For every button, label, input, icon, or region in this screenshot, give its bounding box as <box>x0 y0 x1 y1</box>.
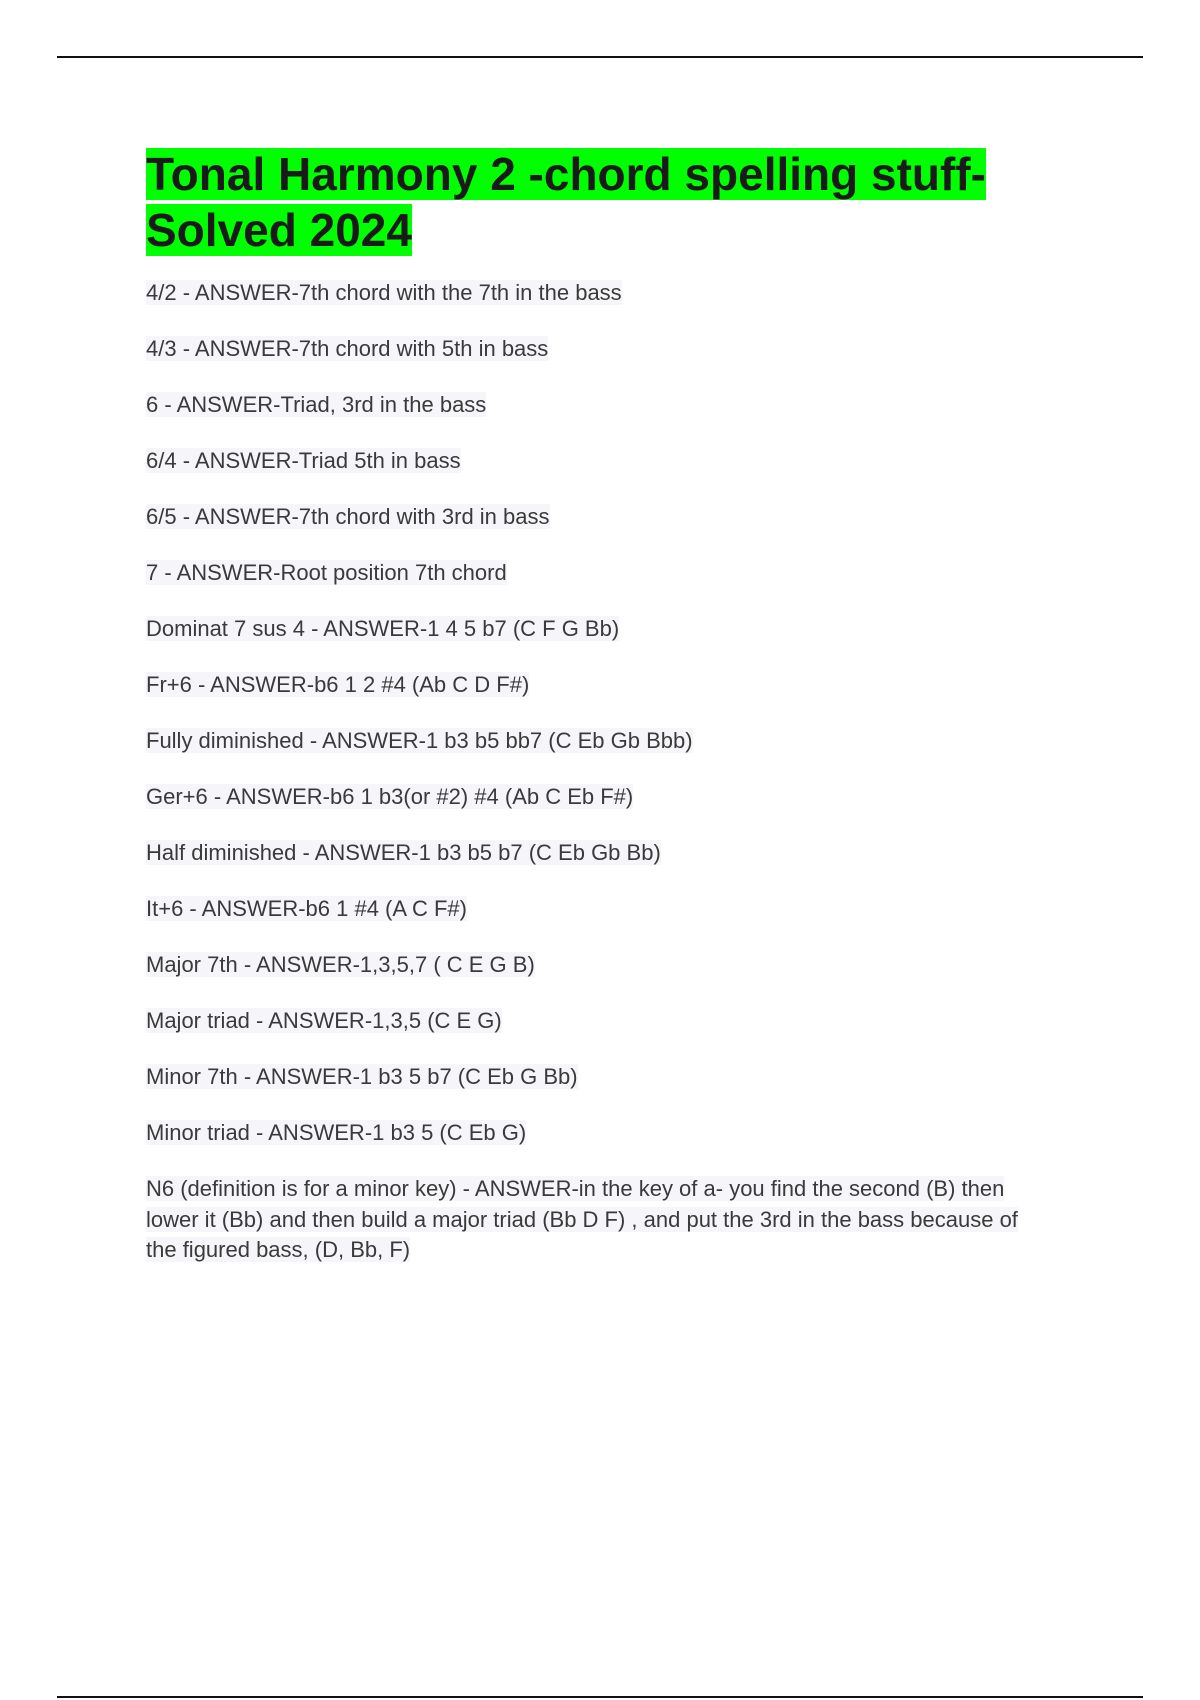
qa-item-text: Fully diminished - ANSWER-1 b3 b5 bb7 (C Eb Gb Bbb) <box>146 728 693 753</box>
qa-item <box>146 614 1051 645</box>
qa-item-text: Minor 7th - ANSWER-1 b3 5 b7 (C Eb G Bb) <box>146 1064 578 1089</box>
qa-item-text: 7 - ANSWER-Root position 7th chord <box>146 560 507 585</box>
qa-item <box>146 782 1051 813</box>
qa-item-text: Half diminished - ANSWER-1 b3 b5 b7 (C Eb Gb Bb) <box>146 840 661 865</box>
qa-item-text: N6 (definition is for a minor key) - ANSWER-in the key of a- you find the second (B) then lower it (Bb) and then build a major triad (Bb D F) , and put the 3rd in the bass because of the figured bass, (D, Bb, F) <box>146 1176 1018 1262</box>
qa-item-text: 4/3 - ANSWER-7th chord with 5th in bass <box>146 336 549 361</box>
qa-item <box>146 1006 1051 1037</box>
qa-item <box>146 558 1051 589</box>
qa-item <box>146 726 1051 757</box>
qa-item <box>146 278 1051 309</box>
document-title <box>146 146 1051 258</box>
qa-item-text: It+6 - ANSWER-b6 1 #4 (A C F#) <box>146 896 467 921</box>
qa-item-text: 4/2 - ANSWER-7th chord with the 7th in the bass <box>146 280 622 305</box>
qa-item-text: Major 7th - ANSWER-1,3,5,7 ( C E G B) <box>146 952 535 977</box>
qa-item <box>146 1174 1051 1266</box>
qa-item-text: Dominat 7 sus 4 - ANSWER-1 4 5 b7 (C F G Bb) <box>146 616 620 641</box>
qa-item-text: 6/4 - ANSWER-Triad 5th in bass <box>146 448 461 473</box>
qa-item <box>146 838 1051 869</box>
qa-list <box>146 278 1051 1266</box>
qa-item-text: Fr+6 - ANSWER-b6 1 2 #4 (Ab C D F#) <box>146 672 530 697</box>
qa-item-text: Ger+6 - ANSWER-b6 1 b3(or #2) #4 (Ab C Eb F#) <box>146 784 634 809</box>
qa-item <box>146 446 1051 477</box>
qa-item <box>146 390 1051 421</box>
top-rule <box>57 56 1143 58</box>
qa-item <box>146 502 1051 533</box>
qa-item-text: Minor triad - ANSWER-1 b3 5 (C Eb G) <box>146 1120 527 1145</box>
document-title-text: Tonal Harmony 2 -chord spelling stuff-Solved 2024 <box>146 148 986 256</box>
qa-item <box>146 334 1051 365</box>
qa-item-text: 6/5 - ANSWER-7th chord with 3rd in bass <box>146 504 550 529</box>
qa-item <box>146 1062 1051 1093</box>
document-body <box>146 146 1051 1291</box>
qa-item <box>146 894 1051 925</box>
qa-item <box>146 1118 1051 1149</box>
qa-item <box>146 670 1051 701</box>
qa-item-text: Major triad - ANSWER-1,3,5 (C E G) <box>146 1008 502 1033</box>
qa-item-text: 6 - ANSWER-Triad, 3rd in the bass <box>146 392 487 417</box>
bottom-rule <box>57 1696 1143 1698</box>
qa-item <box>146 950 1051 981</box>
